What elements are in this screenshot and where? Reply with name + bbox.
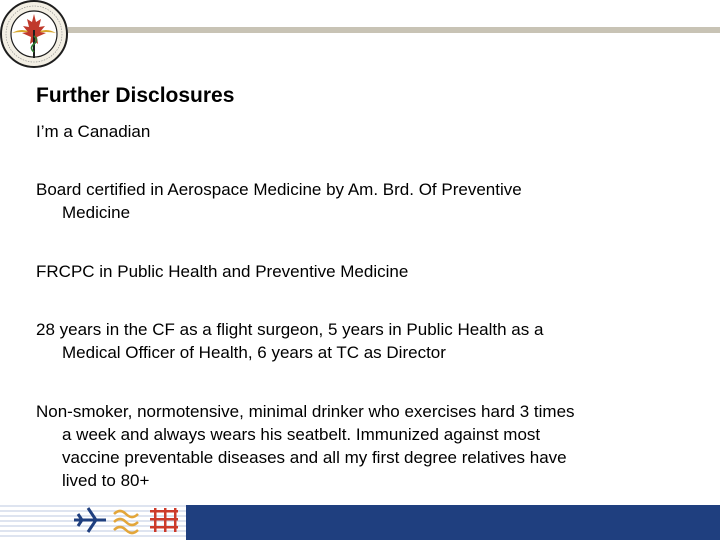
slide-title: Further Disclosures [36,84,235,107]
logo-seal-icon [0,0,72,72]
disclosure-item [36,178,696,224]
disclosure-item [36,120,696,143]
disclosure-text-continued: vaccine preventable diseases and all my first degree relatives have [62,448,567,467]
disclosure-text: 28 years in the CF as a flight surgeon, 5 years in Public Health as a [36,320,544,339]
footer-transport-icons [66,500,186,540]
disclosure-item [36,260,696,283]
marine-icon [114,511,138,533]
aircraft-icon [74,508,106,532]
disclosure-text: FRCPC in Public Health and Preventive Medicine [36,262,409,281]
disclosure-text: Board certified in Aerospace Medicine by Am. Brd. Of Preventive [36,180,522,199]
disclosure-text-continued: Medical Officer of Health, 6 years at TC as Director [62,343,446,362]
disclosure-text: I’m a Canadian [36,122,151,141]
disclosure-text-continued: a week and always wears his seatbelt. Immunized against most [62,425,541,444]
rail-icon [150,508,178,532]
disclosure-text-continued: Medicine [62,203,131,222]
header-rule [68,27,720,33]
footer-bar [186,505,720,540]
disclosure-text-continued: lived to 80+ [62,471,150,490]
disclosure-item [36,318,696,364]
disclosure-text: Non-smoker, normotensive, minimal drinker who exercises hard 3 times [36,402,575,421]
disclosure-item [36,400,696,492]
